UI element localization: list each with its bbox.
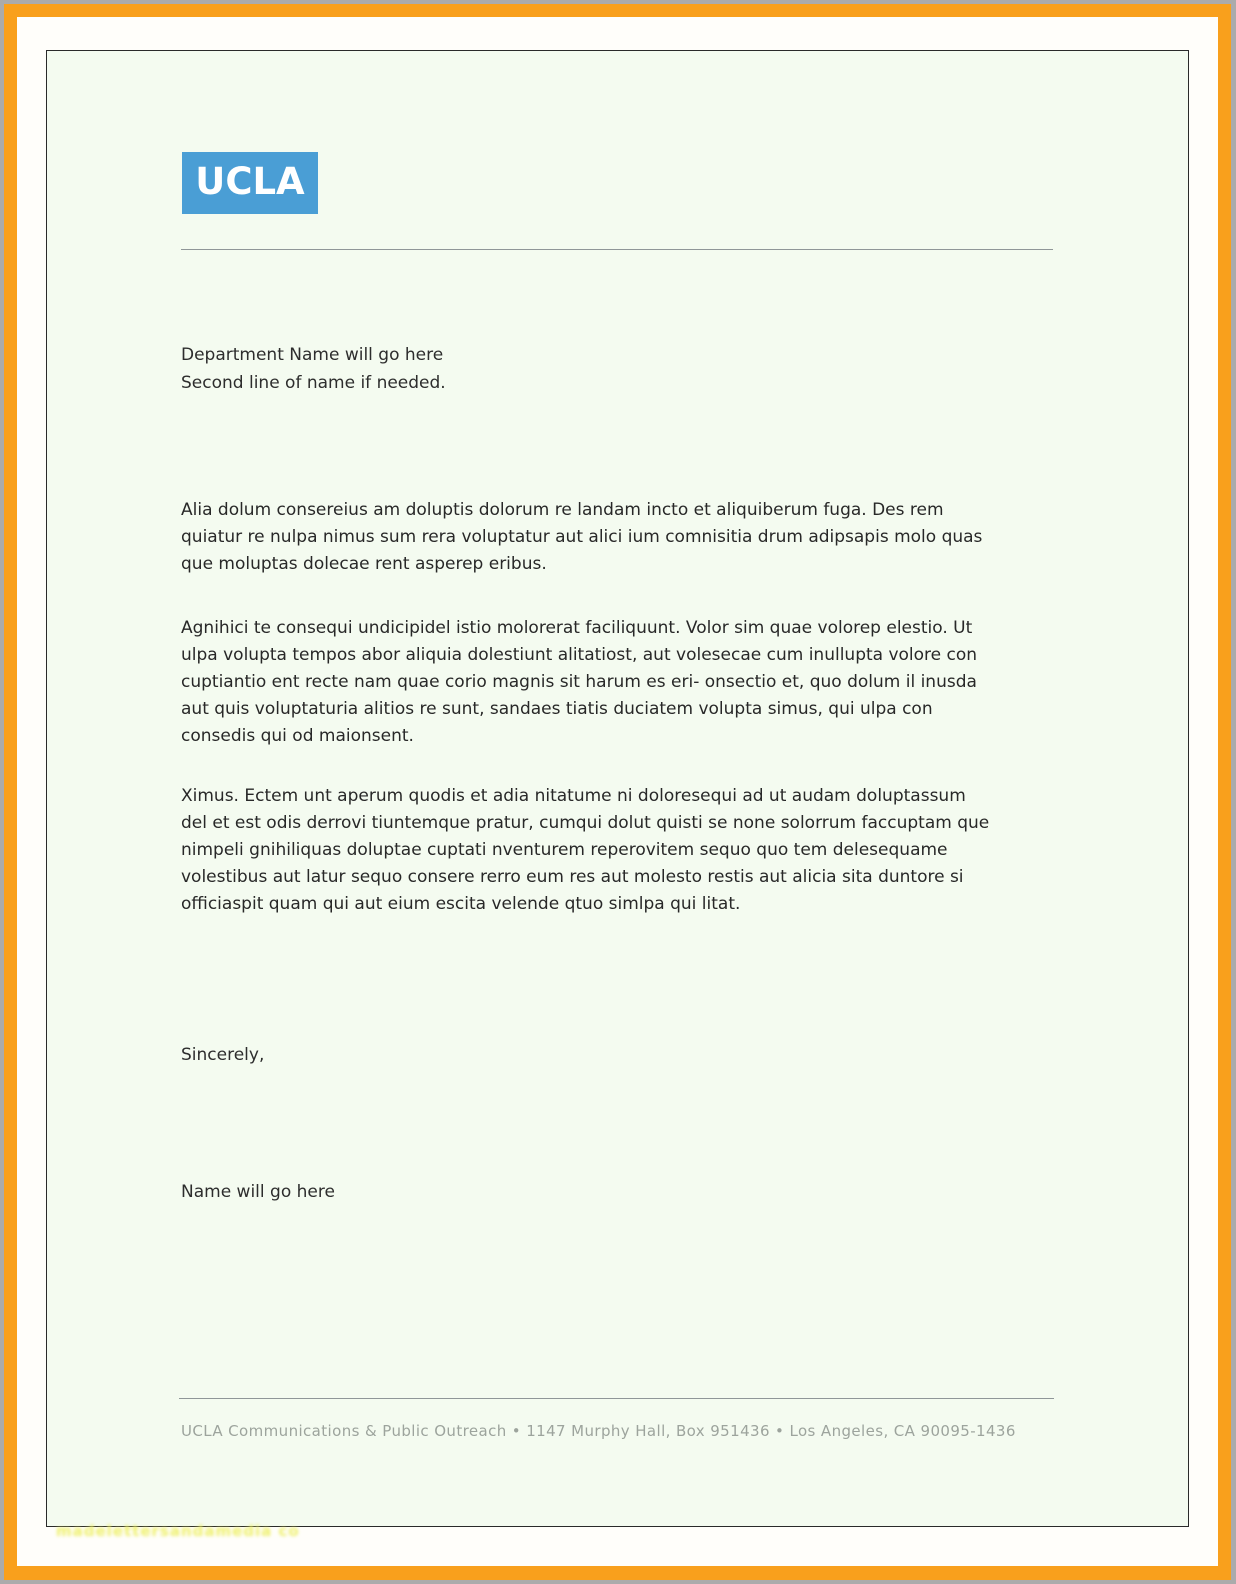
ucla-logo-text: UCLA: [195, 160, 305, 203]
ucla-logo: [182, 152, 318, 214]
department-name-line1: Department Name will go here: [181, 345, 444, 365]
salutation: Sincerely,: [181, 1045, 265, 1065]
letter-paragraph: Alia dolum consereius am doluptis dolorum re landam incto et aliquiberum fuga. Des rem quiatur re nulpa nimus sum rera voluptatur aut alici ium comnisitia drum adipsapis molo quas que moluptas dolecae rent asperep eribus.: [181, 500, 983, 574]
department-name-line2: Second line of name if needed.: [181, 373, 446, 393]
signature-name-placeholder: Name will go here: [181, 1182, 335, 1202]
letter-paragraph: Ximus. Ectem unt aperum quodis et adia nitatume ni doloresequi ad ut audam doluptassum del et est odis derrovi tiuntemque pratur, cumqui dolut quisti se none solorrum faccuptam que nimpeli gnihiliquas doluptae cuptati nventurem reperovitem sequo quo tem delesequame volestibus aut latur sequo consere rerro eum res aut molesto restis aut alicia sita duntore si officiaspit quam qui aut eium escita velende qtuo simlpa qui litat.: [181, 786, 990, 914]
watermark-illegible-text: madelettersandamedia co: [56, 1522, 300, 1540]
letter-page: [46, 50, 1189, 1527]
footer-divider-rule: [179, 1398, 1054, 1399]
department-name-block: [181, 341, 881, 397]
footer-address-line: UCLA Communications & Public Outreach • 1147 Murphy Hall, Box 951436 • Los Angeles, CA 90095-1436: [181, 1422, 1016, 1440]
letter-paragraph: Agnihici te consequi undicipidel istio molorerat faciliquunt. Volor sim quae volorep elestio. Ut ulpa volupta tempos abor aliquia dolestiunt alitatiost, aut volesecae cum inullupta volore con cuptiantio ent recte nam quae corio magnis sit harum es eri- onsectio et, quo dolum il inusda aut quis voluptaturia alitios re sunt, sandaes tiatis duciatem volupta simus, qui ulpa con consedis qui od maionsent.: [181, 618, 978, 746]
header-divider-rule: [181, 249, 1053, 250]
